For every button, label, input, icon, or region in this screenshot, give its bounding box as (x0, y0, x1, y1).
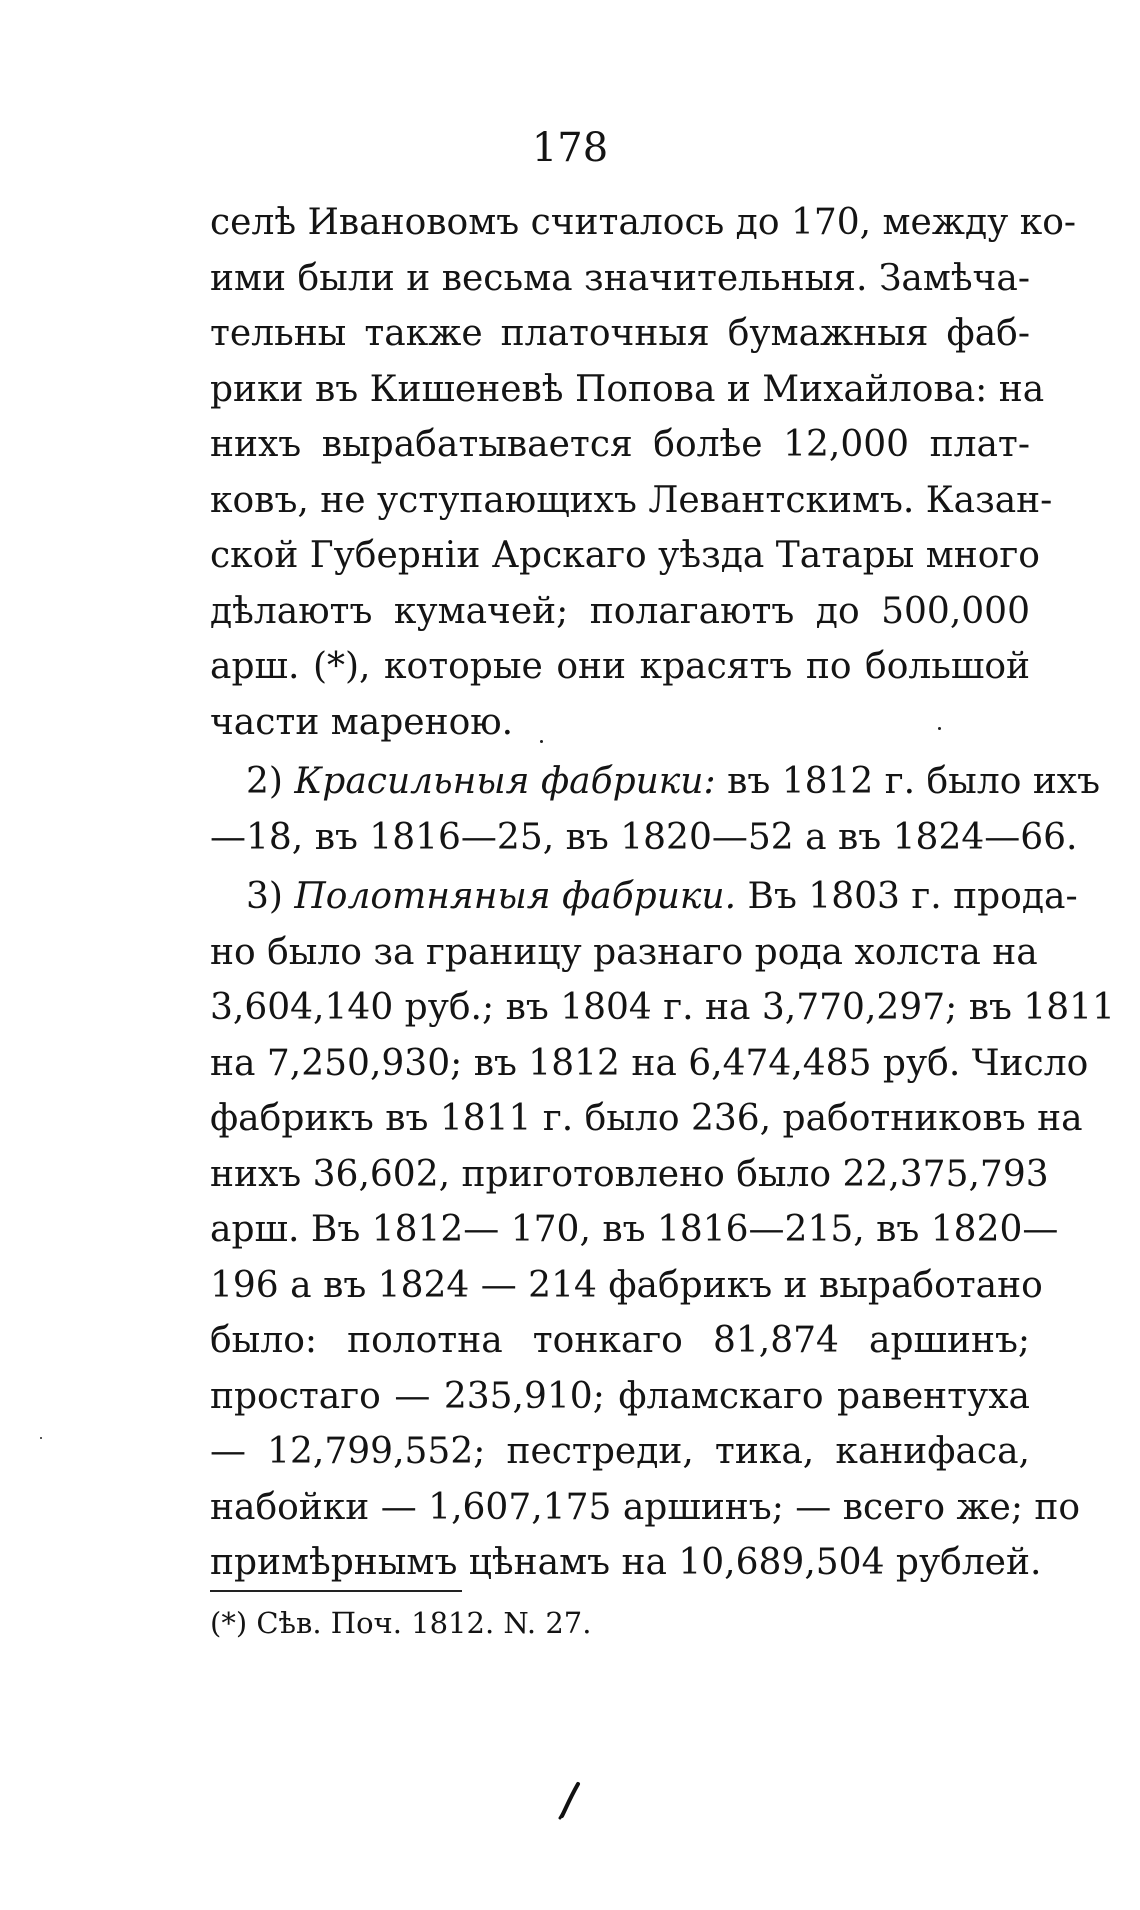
footnote: (*) Сѣв. Поч. 1812. N. 27. (210, 1606, 592, 1640)
text-line: —18, въ 1816—25, въ 1820—52 а въ 1824—66. (210, 816, 1078, 858)
footnote-divider (210, 1590, 462, 1592)
text-line: ковъ, не уступающихъ Левантскимъ. Казан- (210, 479, 1053, 521)
text-line: — 12,799,552; пестреди, тика, канифаса, (210, 1431, 1030, 1472)
text-line: было: полотна тонкаго 81,874 аршинъ; (210, 1320, 1030, 1361)
text-line: ими были и весьма значительныя. Замѣча- (210, 257, 1030, 299)
body-text (210, 195, 1115, 1591)
text-line: примѣрнымъ цѣнамъ на 10,689,504 рублей. (210, 1542, 1042, 1583)
text-line: арш. Въ 1812— 170, въ 1816—215, въ 1820— (210, 1209, 1059, 1250)
page-number: 178 (531, 125, 609, 171)
text-line: селѣ Ивановомъ считалось до 170, между ко- (210, 202, 1077, 243)
item-3-heading: Полотняныя фабрики. (294, 876, 737, 917)
text-line: на 7,250,930; въ 1812 на 6,474,485 руб. Число (210, 1042, 1089, 1084)
text-line: арш. (*), которые они красятъ по большой (210, 646, 1030, 687)
text-line: части мареною. (210, 701, 514, 743)
pen-mark (558, 1780, 582, 1820)
item-2-number: 2) (246, 761, 283, 802)
text-line: фабрикъ въ 1811 г. было 236, работниковъ на (210, 1098, 1083, 1139)
text-line: нихъ 36,602, приготовлено было 22,375,793 (210, 1153, 1049, 1195)
text-line: дѣлаютъ кумачей; полагаютъ до 500,000 (210, 590, 1030, 632)
text-line: 3,604,140 руб.; въ 1804 г. на 3,770,297; въ 1811 (210, 987, 1115, 1028)
item-2-first-line (210, 754, 1101, 810)
item-3-number: 3) (246, 876, 283, 917)
item-2-line-rest: въ 1812 г. было ихъ (727, 761, 1101, 802)
text-line: но было за границу разнаго рода холста на (210, 931, 1038, 973)
item-3-line-rest: Въ 1803 г. прода- (747, 876, 1078, 917)
text-line: рики въ Кишеневѣ Попова и Михайлова: на (210, 368, 1045, 410)
print-speck (40, 1437, 42, 1439)
text-line: ской Губерніи Арскаго уѣзда Татары много (210, 535, 1040, 576)
text-line: тельны также платочныя бумажныя фаб- (210, 313, 1030, 354)
text-line: простаго — 235,910; фламскаго равентуха (210, 1375, 1030, 1417)
print-speck (938, 727, 941, 730)
print-speck (540, 740, 543, 743)
text-line: нихъ вырабатывается болѣе 12,000 плат- (210, 424, 1030, 465)
text-line: набойки — 1,607,175 аршинъ; — всего же; по (210, 1486, 1081, 1528)
text-line: 196 а въ 1824 — 214 фабрикъ и выработано (210, 1264, 1043, 1306)
item-2-heading: Красильныя фабрики: (294, 761, 716, 802)
item-3-first-line (210, 869, 1078, 925)
